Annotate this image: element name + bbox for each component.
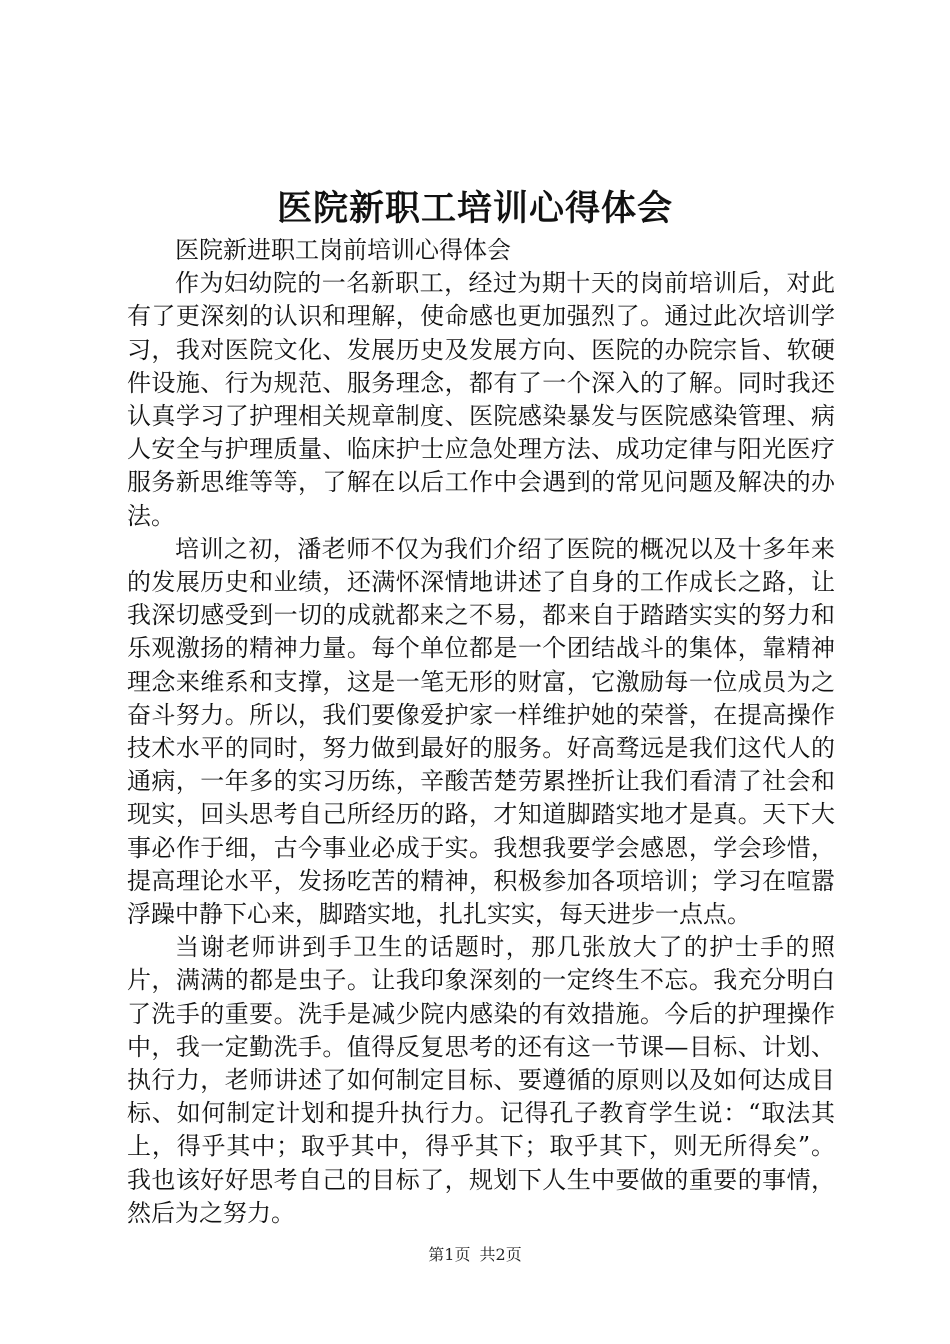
page-total: 共2页 [479, 1245, 522, 1264]
subtitle-paragraph: 医院新进职工岗前培训心得体会 [175, 236, 511, 264]
body-paragraph-2: 培训之初，潘老师不仅为我们介绍了医院的概况以及十多年来的发展历史和业绩，还满怀深情地讲述了自身的工作成长之路，让我深切感受到一切的成就都来之不易，都来自于踏踏实实的努力和乐观激扬的精神力量。每个单位都是一个团结战斗的集体，靠精神理念来维系和支撑，这是一笔无形的财富，它激励每一位成员为之奋斗努力。所以，我们要像爱护家一样维护她的荣誉，在提高操作技术水平的同时，努力做到最好的服务。好高骛远是我们这代人的通病，一年多的实习历练，辛酸苦楚劳累挫折让我们看清了社会和现实，回头思考自己所经历的路，才知道脚踏实地才是真。天下大事必作于细，古今事业必成于实。我想我要学会感恩，学会珍惜，提高理论水平，发扬吃苦的精神，积极参加各项培训；学习在喧嚣浮躁中静下心来，脚踏实地，扎扎实实，每天进步一点点。 [127, 534, 835, 929]
page-footer [0, 1243, 950, 1267]
body-paragraph-1: 作为妇幼院的一名新职工，经过为期十天的岗前培训后，对此有了更深刻的认识和理解，使命感也更加强烈了。通过此次培训学习，我对医院文化、发展历史及发展方向、医院的办院宗旨、软硬件设施、行为规范、服务理念，都有了一个深入的了解。同时我还认真学习了护理相关规章制度、医院感染暴发与医院感染管理、病人安全与护理质量、临床护士应急处理方法、成功定律与阳光医疗服务新思维等等，了解在以后工作中会遇到的常见问题及解决的办法。 [127, 269, 835, 530]
body-paragraph-3: 当谢老师讲到手卫生的话题时，那几张放大了的护士手的照片，满满的都是虫子。让我印象深刻的一定终生不忘。我充分明白了洗手的重要。洗手是减少院内感染的有效措施。今后的护理操作中，我一定勤洗手。值得反复思考的还有这一节课—目标、计划、执行力，老师讲述了如何制定目标、要遵循的原则以及如何达成目标、如何制定计划和提升执行力。记得孔子教育学生说：“取法其上，得乎其中；取乎其中，得乎其下；取乎其下，则无所得矣”。我也该好好思考自己的目标了，规划下人生中要做的重要的事情，然后为之努力。 [127, 933, 835, 1227]
document-body [127, 234, 835, 1230]
document-title: 医院新职工培训心得体会 [276, 188, 673, 229]
page-number: 第1页 [428, 1245, 471, 1264]
